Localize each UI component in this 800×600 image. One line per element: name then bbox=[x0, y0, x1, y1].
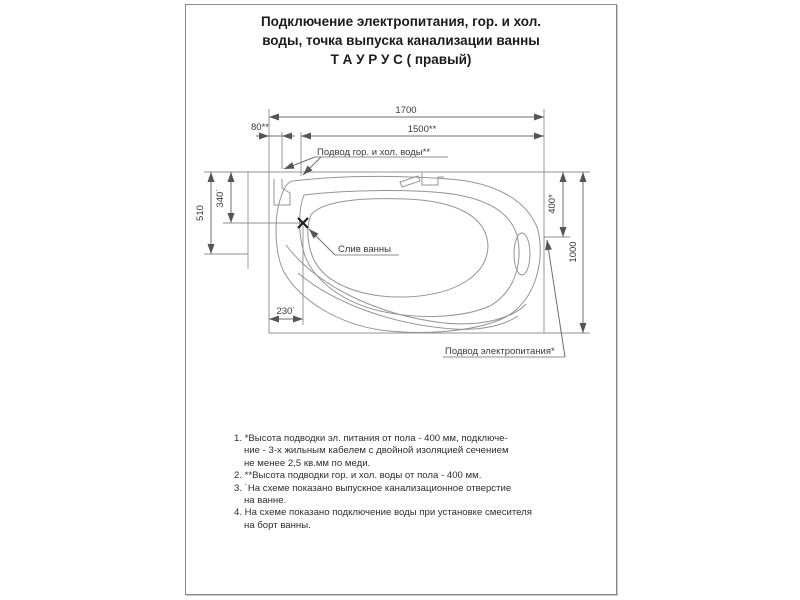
installation-box-outline bbox=[269, 172, 544, 333]
dim-text-230: 230˙ bbox=[276, 306, 296, 317]
note-line: 3. ˙На схеме показано выпускное канализационное отверстие bbox=[234, 482, 512, 494]
title-line-3: Т А У Р У С ( правый) bbox=[330, 52, 472, 67]
leader-drain bbox=[309, 229, 335, 255]
dim-text-1000: 1000 bbox=[568, 241, 579, 263]
note-line: 1. *Высота подводки эл. питания от пола - 400 мм, подключе- bbox=[234, 433, 508, 444]
tub-deck-curve-1 bbox=[286, 245, 526, 324]
dim-text-80: 80** bbox=[251, 122, 269, 133]
note-line: на борт ванны. bbox=[244, 519, 311, 531]
title-line-1: Подключение электропитания, гор. и хол. bbox=[260, 14, 542, 29]
note-line: ние - 3-х жильным кабелем с двойной изоляцией сечением bbox=[244, 445, 509, 457]
dim-text-400: 400* bbox=[547, 194, 558, 214]
notes-block bbox=[234, 433, 594, 532]
tub-deck-curve-2 bbox=[298, 273, 518, 329]
tub-inner-rim bbox=[300, 191, 519, 317]
label-electric-supply: Подвод электропитания* bbox=[445, 346, 555, 357]
note-line: 2. **Высота подводки гор. и хол. воды от пола - 400 мм. bbox=[234, 470, 482, 482]
label-water-supply: Подвод гор. и хол. воды** bbox=[317, 147, 431, 158]
tub-topleft-notch bbox=[274, 179, 290, 205]
drawing-sheet bbox=[185, 4, 617, 595]
dim-text-510: 510 bbox=[195, 205, 206, 221]
tub-basin-outline bbox=[308, 199, 488, 297]
note-line: на ванне. bbox=[244, 495, 287, 507]
leader-electric bbox=[547, 240, 565, 357]
dim-text-1700: 1700 bbox=[395, 105, 417, 116]
label-drain: Слив ванны bbox=[338, 244, 391, 255]
title-line-2: воды, точка выпуска канализации ванны bbox=[262, 33, 540, 48]
tub-headrest bbox=[514, 233, 530, 275]
tub-outer-rim bbox=[276, 177, 540, 333]
note-line: 4. На схеме показано подключение воды при установке смесителя bbox=[234, 507, 532, 519]
dim-text-340: 340˙ bbox=[215, 188, 226, 208]
dim-text-1500: 1500** bbox=[407, 124, 437, 135]
note-line: не менее 2,5 кв.мм по меди. bbox=[244, 457, 371, 469]
